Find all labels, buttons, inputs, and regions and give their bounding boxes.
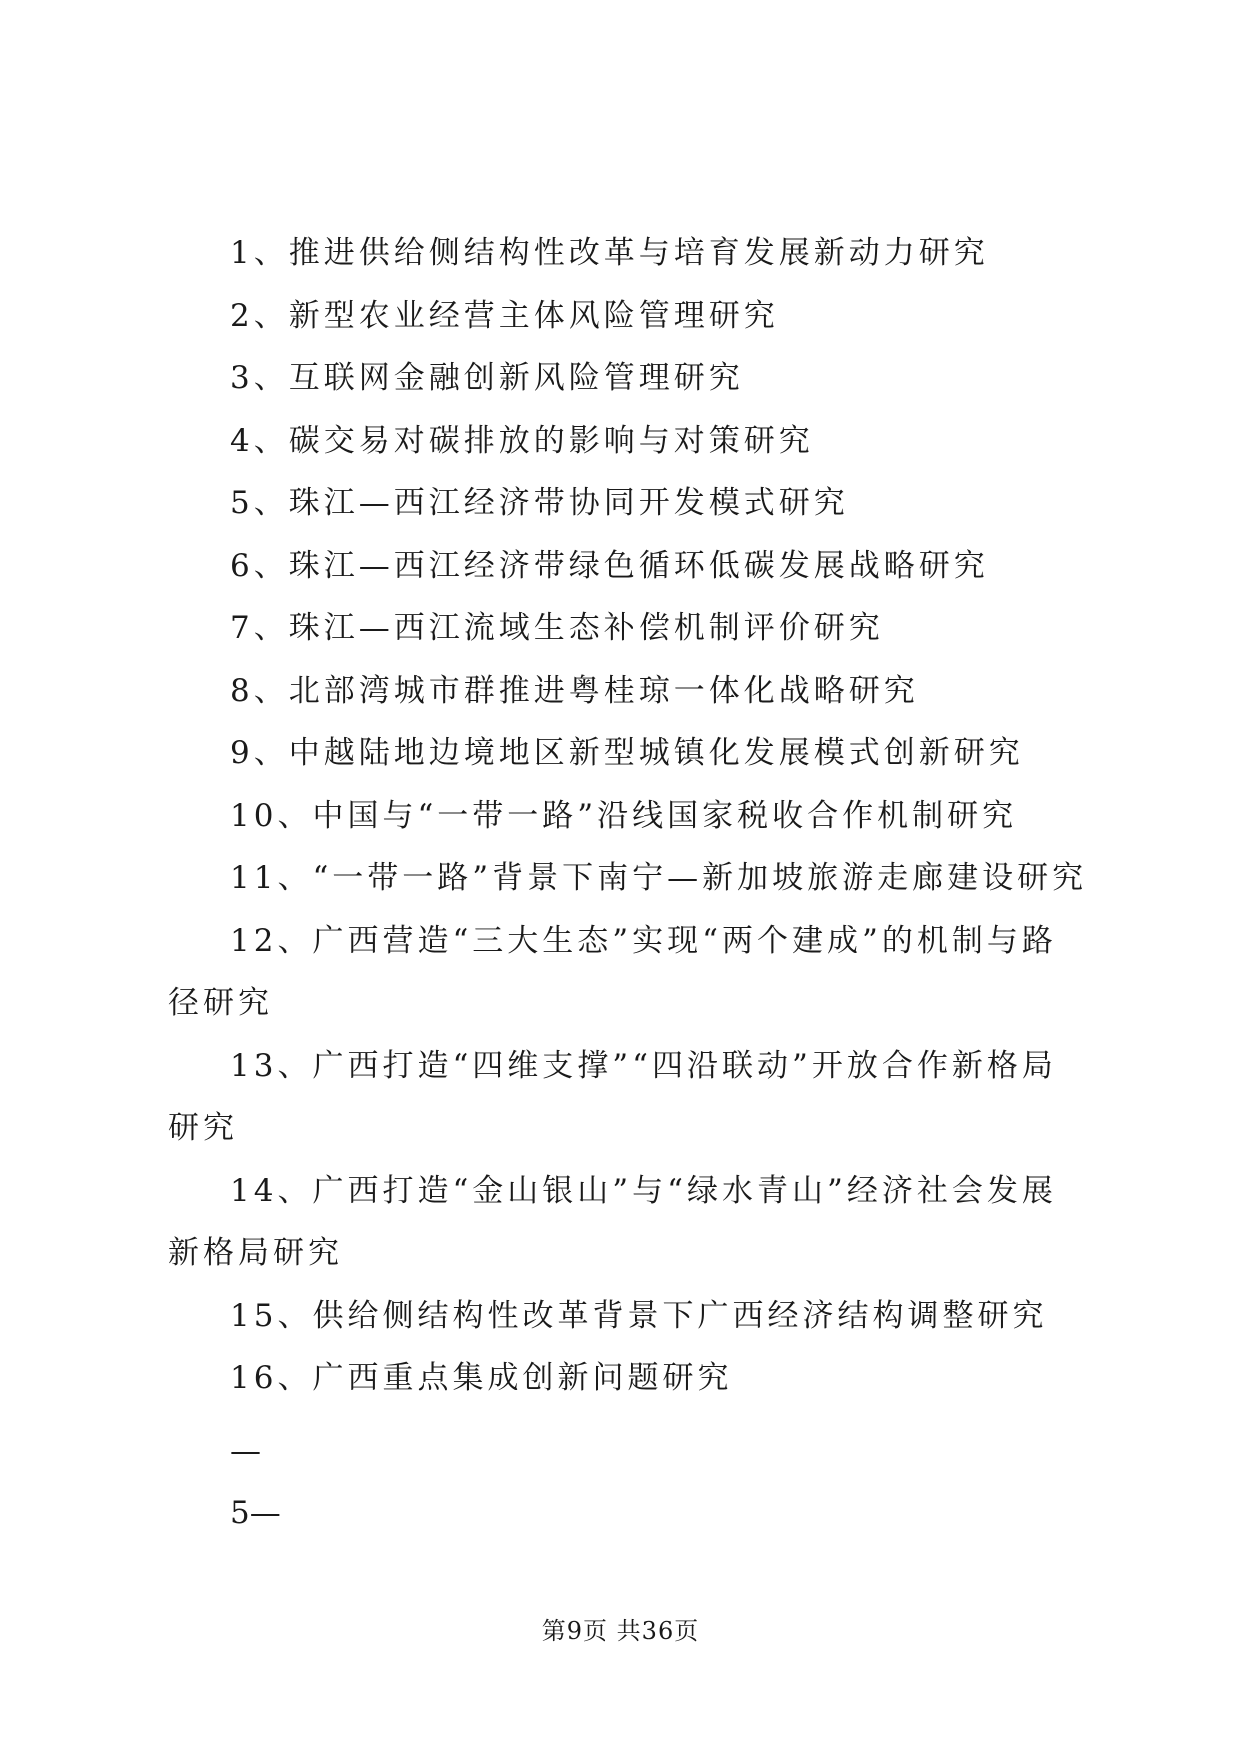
research-topic-list [168,222,1088,1410]
list-item: 9、中越陆地边境地区新型城镇化发展模式创新研究 [230,735,1024,771]
list-item: 1、推进供给侧结构性改革与培育发展新动力研究 [230,235,989,271]
list-item: 12、广西营造“三大生态”实现“两个建成”的机制与路径研究 [168,922,1057,1021]
list-item: 4、碳交易对碳排放的影响与对策研究 [230,422,814,459]
list-item: 8、北部湾城市群推进粤桂琼一体化战略研究 [230,672,919,709]
dash-separator: — [230,1433,261,1469]
page-footer: 第9页 共36页 [541,1617,700,1645]
list-item: 7、珠江—西江流域生态补偿机制评价研究 [230,610,884,646]
list-item: 10、中国与“一带一路”沿线国家税收合作机制研究 [230,797,1018,834]
list-item: 16、广西重点集成创新问题研究 [230,1360,733,1396]
list-item: 14、广西打造“金山银山”与“绿水青山”经济社会发展新格局研究 [168,1172,1057,1271]
list-item: 2、新型农业经营主体风险管理研究 [230,297,779,334]
list-item: 3、互联网金融创新风险管理研究 [230,360,744,396]
inline-page-marker: 5— [230,1495,281,1531]
list-item: 13、广西打造“四维支撑”“四沿联动”开放合作新格局研究 [168,1047,1057,1146]
list-item: 15、供给侧结构性改革背景下广西经济结构调整研究 [230,1297,1048,1334]
list-item: 11、“一带一路”背景下南宁—新加坡旅游走廊建设研究 [230,860,1088,896]
list-item: 6、珠江—西江经济带绿色循环低碳发展战略研究 [230,547,989,584]
list-item: 5、珠江—西江经济带协同开发模式研究 [230,485,849,521]
